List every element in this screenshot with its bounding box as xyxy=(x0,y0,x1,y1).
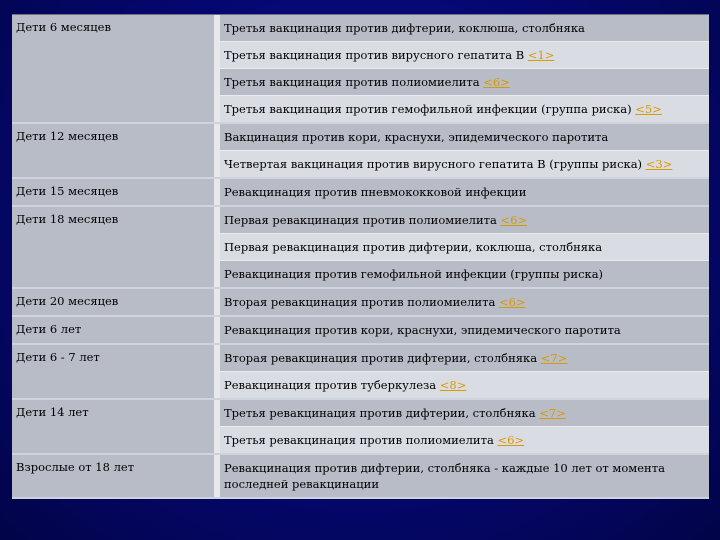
table-row-group xyxy=(12,317,709,345)
vaccines-cell xyxy=(220,400,709,453)
age-cell: Дети 18 месяцев xyxy=(12,207,220,287)
vaccine-text: Ревакцинация против пневмококковой инфекции xyxy=(224,185,527,199)
footnote-link[interactable]: <8> xyxy=(439,378,467,392)
vaccination-schedule-table xyxy=(12,14,709,499)
table-row-group xyxy=(12,15,709,124)
vaccine-text: Третья вакцинация против вирусного гепатита В xyxy=(224,48,528,62)
vaccine-row xyxy=(220,400,709,427)
vaccines-cell xyxy=(220,207,709,287)
vaccine-row xyxy=(220,179,709,205)
vaccine-text: Третья ревакцинация против полиомиелита xyxy=(224,433,498,447)
vaccine-text: Вторая ревакцинация против дифтерии, столбняка xyxy=(224,351,541,365)
footnote-link[interactable]: <6> xyxy=(498,295,526,309)
age-cell: Дети 20 месяцев xyxy=(12,289,220,315)
table-row-group xyxy=(12,345,709,400)
footnote-link[interactable]: <5> xyxy=(635,102,662,116)
vaccine-text: Четвертая вакцинация против вирусного гепатита В (группы риска) xyxy=(224,157,646,171)
vaccines-cell xyxy=(220,345,709,398)
vaccines-cell xyxy=(220,15,709,122)
table-row-group xyxy=(12,124,709,179)
footnote-link[interactable]: <7> xyxy=(540,351,568,365)
vaccines-cell xyxy=(220,179,709,205)
vaccine-text: Третья вакцинация против полиомиелита xyxy=(224,75,484,89)
vaccine-text: Ревакцинация против дифтерии, столбняка - каждые 10 лет от момента последней ревакцинации xyxy=(224,461,665,491)
vaccine-row xyxy=(220,207,709,234)
vaccine-text: Ревакцинация против кори, краснухи, эпидемического паротита xyxy=(224,323,621,337)
age-cell: Дети 12 месяцев xyxy=(12,124,220,177)
table-row-group xyxy=(12,207,709,289)
age-cell: Дети 6 месяцев xyxy=(12,15,220,122)
age-cell: Дети 14 лет xyxy=(12,400,220,453)
vaccine-text: Первая ревакцинация против дифтерии, коклюша, столбняка xyxy=(224,240,603,254)
vaccine-row xyxy=(220,42,709,69)
vaccine-text: Первая ревакцинация против полиомиелита xyxy=(224,213,501,227)
vaccine-text: Вторая ревакцинация против полиомиелита xyxy=(224,295,499,309)
vaccine-row xyxy=(220,261,709,287)
vaccine-row xyxy=(220,455,709,497)
vaccines-cell xyxy=(220,289,709,315)
footnote-link[interactable]: <7> xyxy=(539,406,566,420)
vaccines-cell xyxy=(220,317,709,343)
footnote-link[interactable]: <1> xyxy=(527,48,555,62)
vaccine-row xyxy=(220,427,709,453)
vaccine-text: Ревакцинация против гемофильной инфекции (группы риска) xyxy=(224,267,604,281)
vaccine-row xyxy=(220,151,709,177)
vaccine-text: Вакцинация против кори, краснухи, эпидемического паротита xyxy=(224,130,609,144)
vaccine-row xyxy=(220,372,709,398)
age-cell: Дети 6 лет xyxy=(12,317,220,343)
vaccines-cell xyxy=(220,124,709,177)
footnote-link[interactable]: <6> xyxy=(500,213,528,227)
vaccine-text: Третья вакцинация против дифтерии, коклюша, столбняка xyxy=(224,21,585,35)
vaccine-text: Третья вакцинация против гемофильной инфекции (группа риска) xyxy=(224,102,636,116)
vaccine-row xyxy=(220,234,709,261)
vaccine-row xyxy=(220,289,709,315)
vaccine-row xyxy=(220,317,709,343)
footnote-link[interactable]: <3> xyxy=(645,157,673,171)
vaccines-cell xyxy=(220,455,709,497)
footnote-link[interactable]: <6> xyxy=(497,433,525,447)
vaccine-row xyxy=(220,345,709,372)
footnote-link[interactable]: <6> xyxy=(483,75,510,89)
vaccine-row xyxy=(220,124,709,151)
vaccine-text: Третья ревакцинация против дифтерии, столбняка xyxy=(224,406,540,420)
age-cell: Дети 15 месяцев xyxy=(12,179,220,205)
age-cell: Дети 6 - 7 лет xyxy=(12,345,220,398)
vaccine-text: Ревакцинация против туберкулеза xyxy=(224,378,440,392)
table-row-group xyxy=(12,455,709,499)
table-row-group xyxy=(12,289,709,317)
vaccine-row xyxy=(220,96,709,122)
vaccine-row xyxy=(220,15,709,42)
table-row-group xyxy=(12,179,709,207)
age-cell: Взрослые от 18 лет xyxy=(12,455,220,497)
vaccine-row xyxy=(220,69,709,96)
table-row-group xyxy=(12,400,709,455)
